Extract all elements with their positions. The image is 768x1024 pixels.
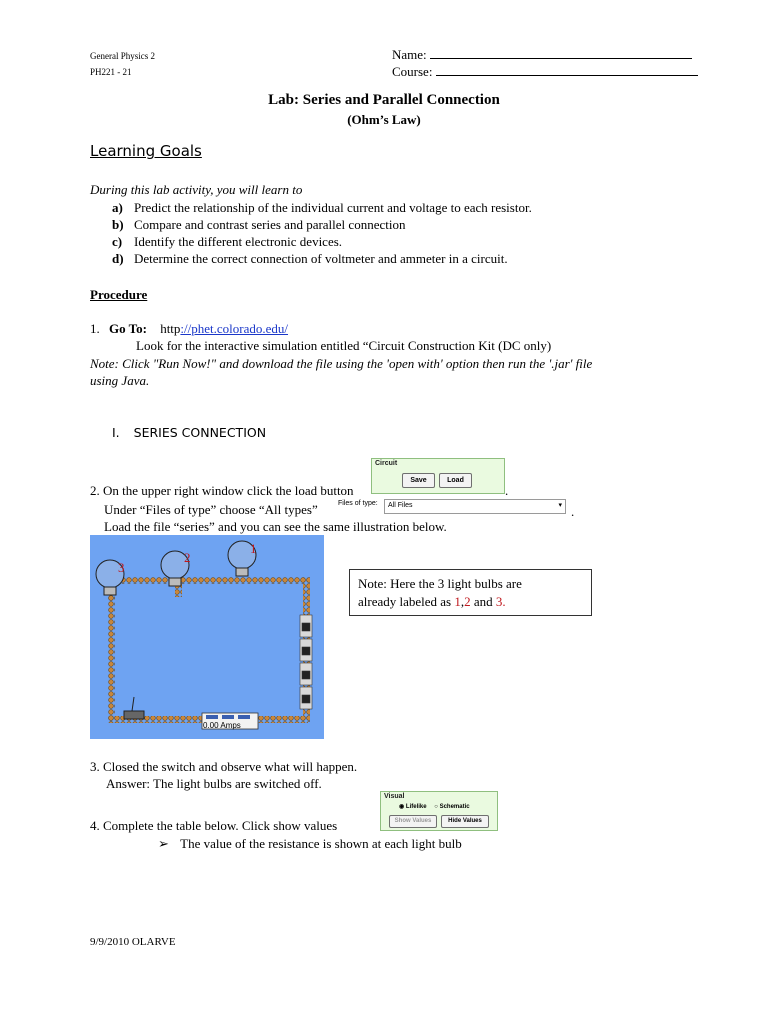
- files-of-type-value: All Files: [388, 502, 413, 509]
- files-of-type-label: Files of type:: [338, 500, 378, 507]
- circuit-panel-title: Circuit: [375, 460, 398, 467]
- learning-goals-heading: Learning Goals: [90, 142, 202, 160]
- goal-text: Compare and contrast series and parallel connection: [134, 217, 406, 232]
- note-line-2: using Java.: [90, 373, 150, 388]
- step-1: [90, 320, 288, 337]
- phet-link[interactable]: ://phet.colorado.edu/: [180, 321, 289, 336]
- goal-marker: b): [112, 217, 124, 232]
- load-button[interactable]: Load: [439, 473, 472, 488]
- step-2-load-text: Load the file “series” and you can see the same illustration below.: [104, 519, 447, 534]
- goal-item-a: [112, 200, 532, 216]
- circuit-diagram: [90, 535, 324, 739]
- goal-text: Identify the different electronic devices.: [134, 234, 343, 249]
- goal-text: Determine the correct connection of voltmeter and ammeter in a circuit.: [134, 251, 508, 266]
- page-title: Lab: Series and Parallel Connection: [268, 92, 500, 108]
- step-1-number: 1.: [90, 321, 100, 336]
- ammeter-reading: 0.00 Amps: [203, 721, 241, 730]
- note-box-n2: 2: [464, 594, 471, 609]
- note-box-sep2: and: [470, 594, 496, 609]
- step-1-detail: Look for the interactive simulation entitled “Circuit Construction Kit (DC only): [136, 338, 552, 353]
- url-prefix: http: [160, 321, 181, 336]
- circuit-simulation: [90, 535, 324, 739]
- course-code: PH221 - 21: [90, 67, 132, 77]
- step-2-files-period: .: [571, 504, 575, 519]
- note-box-end: .: [502, 594, 506, 609]
- goal-marker: c): [112, 234, 123, 249]
- visual-mode-options: [399, 803, 470, 810]
- bulb-label-2: 2: [184, 550, 191, 565]
- step-4-bullet: [158, 835, 462, 852]
- note-box-n1: 1: [454, 594, 461, 609]
- files-of-type-select[interactable]: [384, 499, 566, 514]
- step-2-text: 2. On the upper right window click the load button: [90, 483, 354, 498]
- procedure-heading: Procedure: [90, 287, 148, 302]
- footer: 9/9/2010 OLARVE: [90, 936, 176, 948]
- goal-item-c: [112, 234, 342, 250]
- show-values-button[interactable]: Show Values: [389, 815, 437, 828]
- section-title: SERIES CONNECTION: [133, 425, 267, 440]
- name-field: [392, 46, 692, 63]
- note-box-sep1: ,: [460, 594, 465, 609]
- goal-text: Predict the relationship of the individual current and voltage to each resistor.: [134, 200, 532, 215]
- note-box-n3: 3: [495, 594, 503, 609]
- radio-schematic-label: Schematic: [439, 804, 470, 810]
- course-label: Course:: [392, 64, 433, 79]
- bulb-label-1: 1: [250, 541, 257, 556]
- note-line-1: Note: Click "Run Now!" and download the file using the 'open with' option then run the '.jar' file: [90, 356, 593, 371]
- switch: [124, 697, 144, 719]
- page-subtitle: (Ohm’s Law): [347, 112, 421, 127]
- section-series: [112, 425, 266, 440]
- circuit-panel: [371, 458, 505, 494]
- arrow-bullet-icon: ➢: [158, 836, 169, 851]
- step-3-answer: Answer: The light bulbs are switched off.: [106, 776, 322, 791]
- goal-item-b: [112, 217, 405, 233]
- name-label: Name:: [392, 47, 427, 62]
- note-box: [349, 569, 592, 616]
- visual-panel-title: Visual: [384, 793, 405, 800]
- course-blank: [436, 63, 698, 76]
- step-2-period: .: [505, 483, 509, 498]
- radio-schematic[interactable]: ○: [434, 804, 438, 810]
- step-3-text: 3. Closed the switch and observe what will happen.: [90, 759, 358, 774]
- goal-item-d: [112, 251, 508, 267]
- wire-top: [108, 577, 308, 584]
- visual-panel: [380, 791, 498, 831]
- step-1-label: Go To:: [109, 321, 147, 336]
- radio-lifelike[interactable]: ◉: [399, 804, 405, 810]
- step-4-bullet-text: The value of the resistance is shown at each light bulb: [180, 836, 462, 851]
- goal-marker: d): [112, 251, 124, 266]
- step-2-files-text: Under “Files of type” choose “All types”: [104, 502, 318, 517]
- course-field: [392, 63, 698, 80]
- note-box-line-1: Note: Here the 3 light bulbs are: [358, 576, 522, 591]
- files-of-type-bar: [338, 498, 568, 515]
- bulb-label-3: 3: [118, 560, 125, 575]
- course-name: General Physics 2: [90, 51, 155, 61]
- note-box-line-2: [358, 593, 583, 611]
- step-4-text: 4. Complete the table below. Click show values: [90, 818, 338, 833]
- chevron-down-icon: ▾: [558, 502, 562, 509]
- learning-goals-intro: During this lab activity, you will learn to: [90, 182, 303, 197]
- name-blank: [430, 46, 692, 59]
- save-button[interactable]: Save: [402, 473, 435, 488]
- goal-marker: a): [112, 200, 123, 215]
- hide-values-button[interactable]: Hide Values: [441, 815, 489, 828]
- radio-lifelike-label: Lifelike: [405, 804, 427, 810]
- note-box-prefix: already labeled as: [358, 594, 455, 609]
- section-number: I.: [112, 425, 120, 440]
